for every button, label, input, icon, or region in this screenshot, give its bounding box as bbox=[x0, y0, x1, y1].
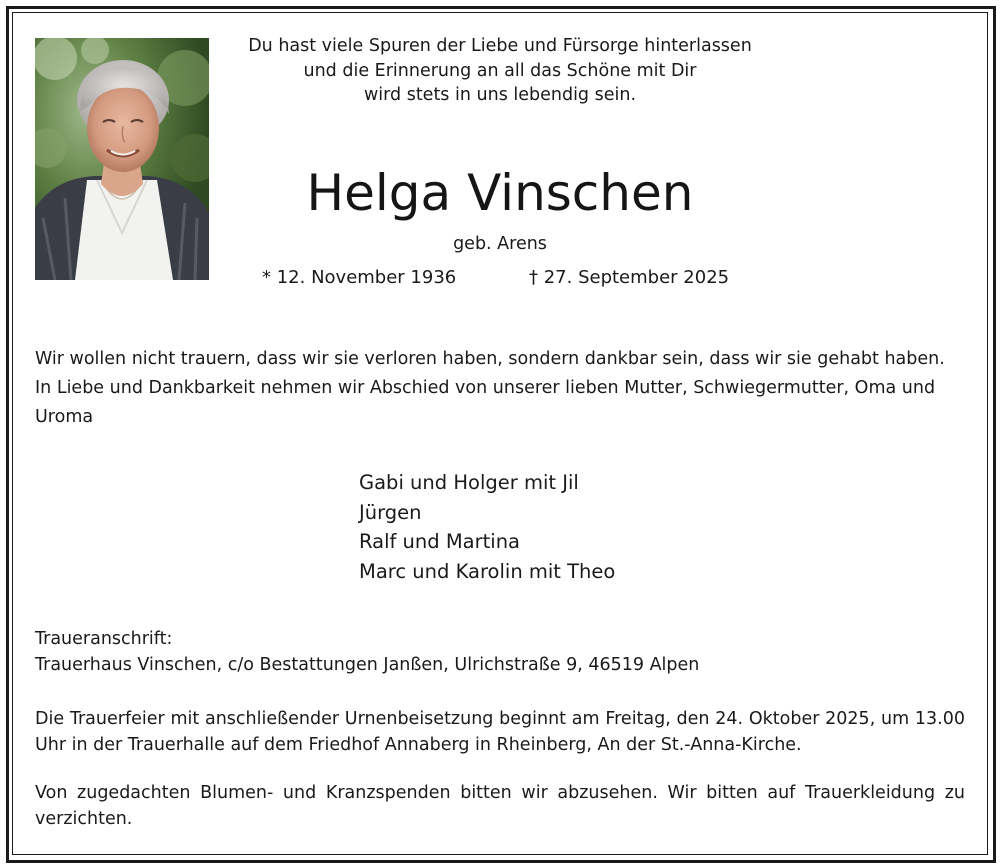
memorial-verse bbox=[210, 34, 790, 108]
verse-line: Du hast viele Spuren der Liebe und Fürsorge hinterlassen bbox=[248, 36, 752, 56]
address-value: Trauerhaus Vinschen, c/o Bestattungen Janßen, Ulrichstraße 9, 46519 Alpen bbox=[35, 655, 700, 675]
tribute-text: Wir wollen nicht trauern, dass wir sie verloren haben, sondern dankbar sein, dass wir sie gehabt haben. In Liebe und Dankbarkeit nehmen wir Abschied von unserer lieben Mutter, Schwiegermutter, Oma und Uroma bbox=[35, 349, 945, 427]
birth-date: * 12. November 1936 bbox=[262, 267, 457, 288]
deceased-name: Helga Vinschen bbox=[306, 164, 694, 222]
flowers-note: Von zugedachten Blumen- und Kranzspenden bitten wir abzusehen. Wir bitten auf Trauerkleidung zu verzichten. bbox=[35, 783, 965, 829]
mourning-address bbox=[35, 626, 965, 678]
death-date: † 27. September 2025 bbox=[529, 267, 730, 288]
mourner-entry: Jürgen bbox=[359, 500, 422, 524]
verse-line: und die Erinnerung an all das Schöne mit Dir bbox=[303, 60, 697, 81]
portrait-photo bbox=[35, 38, 209, 280]
ceremony-text: Die Trauerfeier mit anschließender Urnenbeisetzung beginnt am Freitag, den 24. Oktober 2025, um 13.00 Uhr in der Trauerhalle auf dem Friedhof Annaberg in Rheinberg, An der St.-Anna-Kirche. bbox=[35, 709, 965, 755]
mourner-entry: Marc und Karolin mit Theo bbox=[359, 559, 616, 583]
mourners-list bbox=[359, 468, 615, 586]
verse-line: wird stets in uns lebendig sein. bbox=[363, 85, 637, 105]
mourner-entry: Gabi und Holger mit Jil bbox=[359, 471, 579, 494]
mourner-entry: Ralf und Martina bbox=[359, 530, 521, 553]
maiden-name: geb. Arens bbox=[453, 234, 547, 254]
address-label: Traueranschrift: bbox=[35, 629, 173, 649]
